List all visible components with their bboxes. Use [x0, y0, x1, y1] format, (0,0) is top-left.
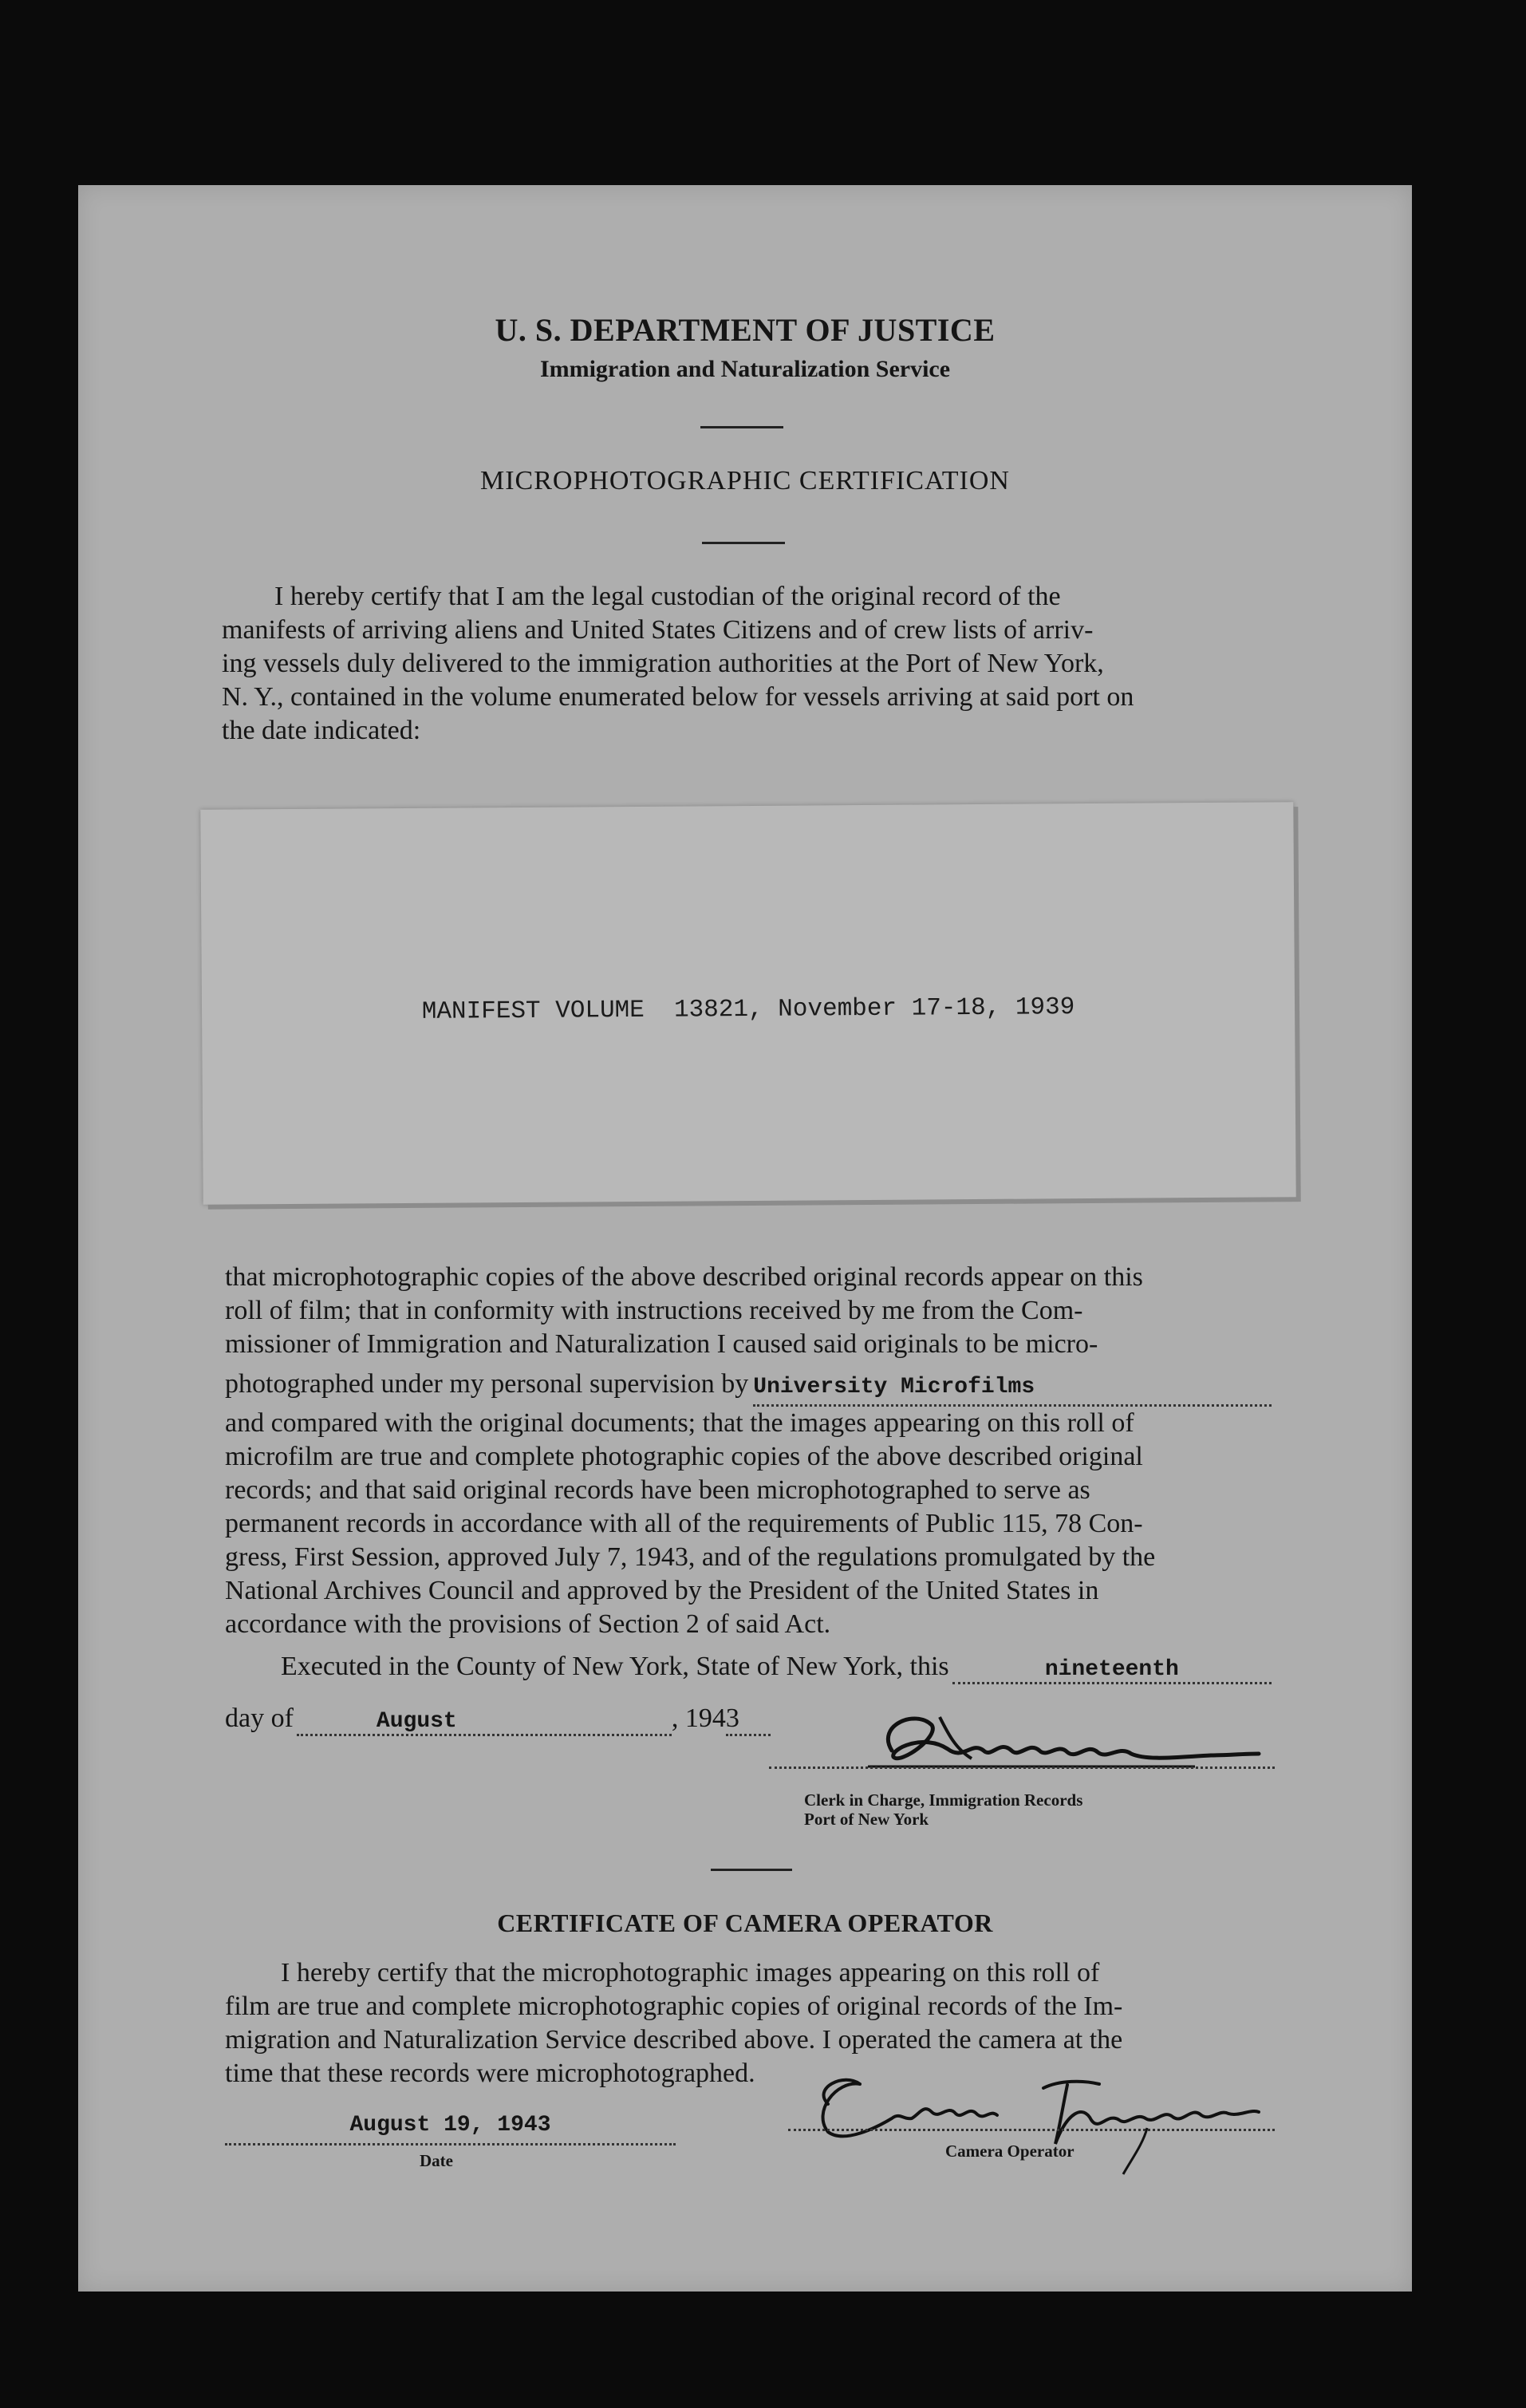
- manifest-volume-slip: [200, 802, 1295, 1205]
- camera-line: migration and Naturalization Service described above. I operated the camera at the: [225, 2025, 1123, 2055]
- camera-line: film are true and complete microphotographic copies of original records of the Im-: [225, 1992, 1123, 2021]
- body-paragraph: [225, 1261, 1272, 1641]
- divider: [702, 542, 785, 544]
- certification-title: MICROPHOTOGRAPHIC CERTIFICATION: [479, 466, 1010, 495]
- manifest-volume-text: MANIFEST VOLUME 13821, November 17-18, 1939: [421, 993, 1075, 1026]
- service-subheading: Immigration and Naturalization Service: [539, 356, 951, 382]
- intro-paragraph: [222, 580, 1268, 748]
- divider: [711, 1869, 792, 1871]
- supervision-prefix: photographed under my personal supervision by: [225, 1369, 749, 1399]
- clerk-title-line: Clerk in Charge, Immigration Records: [804, 1790, 1083, 1810]
- year-prefix: , 194: [671, 1703, 726, 1733]
- body-line: permanent records in accordance with all of the requirements of Public 115, 78 Con-: [225, 1509, 1143, 1538]
- body-line: records; and that said original records have been microphotographed to serve as: [225, 1475, 1090, 1505]
- operator-signature-line: [788, 2129, 1275, 2131]
- clerk-signature: [844, 1701, 1291, 1805]
- executed-line: [281, 1652, 1272, 1684]
- supervision-line: [225, 1368, 1272, 1407]
- intro-line: manifests of arriving aliens and United States Citizens and of crew lists of arriv-: [222, 615, 1094, 645]
- executed-prefix: Executed in the County of New York, State of New York, this: [281, 1652, 949, 1681]
- clerk-signature-line: [769, 1767, 1275, 1769]
- body-line: and compared with the original documents; that the images appearing on this roll of: [225, 1408, 1134, 1438]
- camera-operator-title: CERTIFICATE OF CAMERA OPERATOR: [497, 1909, 993, 1937]
- supervisor-field: [753, 1368, 1272, 1407]
- camera-line: I hereby certify that the microphotographic images appearing on this roll of: [281, 1958, 1100, 1988]
- certificate-page: [78, 185, 1412, 2292]
- intro-line: N. Y., contained in the volume enumerated below for vessels arriving at said port on: [222, 682, 1134, 712]
- body-line: microfilm are true and complete photographic copies of the above described original: [225, 1442, 1143, 1471]
- body-line: that microphotographic copies of the above described original records appear on this: [225, 1262, 1143, 1292]
- body-line: National Archives Council and approved by the President of the United States in: [225, 1576, 1099, 1605]
- body-line: roll of film; that in conformity with instructions received by me from the Com-: [225, 1296, 1083, 1325]
- day-value: nineteenth: [1044, 1657, 1179, 1682]
- department-heading: U. S. DEPARTMENT OF JUSTICE: [495, 312, 996, 348]
- body-line: missioner of Immigration and Naturalization I caused said originals to be micro-: [225, 1329, 1098, 1359]
- intro-line: the date indicated:: [222, 716, 421, 745]
- body-line: accordance with the provisions of Section 2 of said Act.: [225, 1609, 831, 1639]
- clerk-title: [804, 1790, 1082, 1829]
- body-line: gress, First Session, approved July 7, 1943, and of the regulations promulgated by the: [225, 1542, 1156, 1572]
- operator-date-value: August 19, 1943: [349, 2113, 551, 2138]
- year-field: [726, 1703, 771, 1736]
- year-digit: 3: [725, 1703, 739, 1733]
- day-of-line: [225, 1703, 863, 1736]
- camera-operator-label: Camera Operator: [945, 2142, 1075, 2161]
- date-label: Date: [420, 2151, 453, 2170]
- month-field: [297, 1703, 672, 1736]
- intro-line: ing vessels duly delivered to the immigration authorities at the Port of New York,: [222, 649, 1104, 678]
- clerk-title-line: Port of New York: [804, 1810, 929, 1829]
- divider: [700, 426, 783, 428]
- camera-line: time that these records were microphotographed.: [225, 2059, 755, 2088]
- operator-date-field: [225, 2108, 676, 2145]
- month-value: August: [376, 1709, 457, 1734]
- day-of-label: day of: [225, 1703, 294, 1733]
- intro-line: I hereby certify that I am the legal custodian of the original record of the: [274, 582, 1061, 611]
- day-field: [952, 1652, 1272, 1684]
- supervisor-name: University Microfilms: [753, 1375, 1035, 1399]
